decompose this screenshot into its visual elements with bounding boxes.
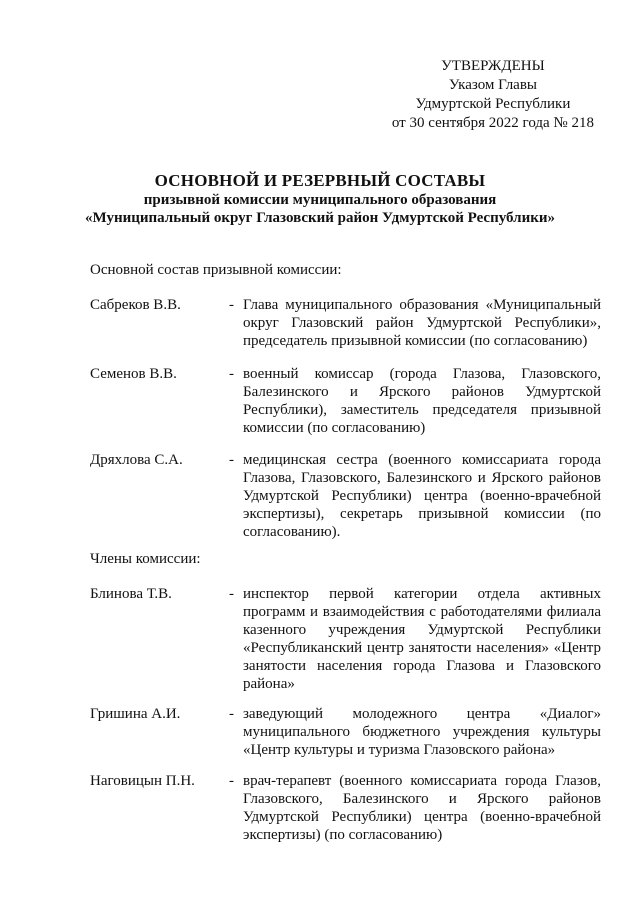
section-main-composition: Основной состав призывной комиссии:	[90, 262, 342, 278]
title-subtitle: призывной комиссии муниципального образования	[143, 192, 497, 208]
member-name: Семенов В.В.	[90, 366, 177, 382]
member-description: военный комиссар (города Глазова, Глазовского, Балезинского и Ярского районов Удмуртской Республики), заместитель председателя призывной комиссии (по согласованию)	[243, 366, 601, 436]
member-name: Наговицын П.Н.	[90, 773, 195, 789]
member-description: Глава муниципального образования «Муниципальный округ Глазовский район Удмуртской Республики», председатель призывной комиссии (по согласованию)	[243, 297, 601, 349]
section-commission-members: Члены комиссии:	[90, 551, 201, 567]
approval-line-republic: Удмуртской Республики	[415, 96, 571, 112]
member-dash: -	[229, 586, 234, 602]
member-dash: -	[229, 297, 234, 313]
member-name: Гришина А.И.	[90, 706, 181, 722]
title-main: ОСНОВНОЙ И РЕЗЕРВНЫЙ СОСТАВЫ	[154, 171, 486, 190]
approval-line-date: от 30 сентября 2022 года № 218	[391, 115, 594, 131]
member-dash: -	[229, 452, 234, 468]
member-description: заведующий молодежного центра «Диалог» муниципального бюджетного учреждения культуры «Центр культуры и туризма Глазовского района»	[243, 706, 601, 758]
approval-heading: УТВЕРЖДЕНЫ	[441, 58, 545, 74]
document-title	[0, 170, 640, 227]
approval-block	[392, 57, 594, 133]
member-dash: -	[229, 773, 234, 789]
member-dash: -	[229, 366, 234, 382]
member-name: Блинова Т.В.	[90, 586, 172, 602]
title-municipality: «Муниципальный округ Глазовский район Удмуртской Республики»	[84, 210, 556, 226]
member-name: Дряхлова С.А.	[90, 452, 183, 468]
member-name: Сабреков В.В.	[90, 297, 181, 313]
member-description: медицинская сестра (военного комиссариата города Глазова, Глазовского, Балезинского и Ярского районов Удмуртской Республики) центра (военно-врачебной экспертизы), секретарь призывной комиссии (по согласованию).	[243, 452, 601, 540]
member-description: врач-терапевт (военного комиссариата города Глазов, Глазовского, Балезинского и Ярского районов Удмуртской Республики) центра (военно-врачебной экспертизы) (по согласованию)	[243, 773, 601, 843]
member-dash: -	[229, 706, 234, 722]
member-description: инспектор первой категории отдела активных программ и взаимодействия с работодателями филиала казенного учреждения Удмуртской Республики «Республиканский центр занятости населения» «Центр занятости населения города Глазова и Глазовского района»	[243, 586, 601, 692]
approval-line-decree: Указом Главы	[448, 77, 538, 93]
